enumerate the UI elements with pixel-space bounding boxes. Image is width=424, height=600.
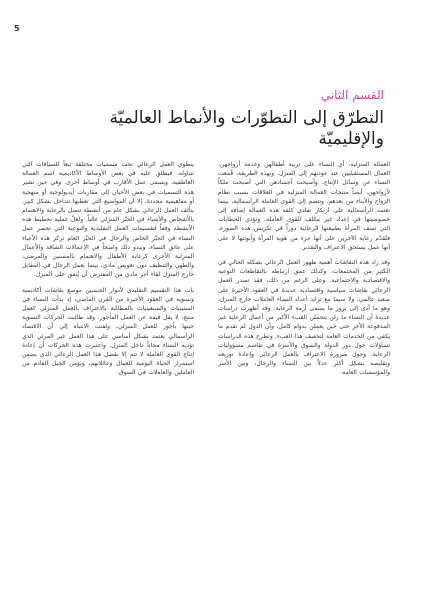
paragraph: بات هذا التقسيم التقليدي لأدوار الجنسين موضع نقاشات أكاديمية ونسوية في العقود الأخيرة من القرن الماضي، إذ بدأت النساء في الستينيات والسبعينيات بالمطالبة بالاعتراف بالعمل المنزلي كعمل منتج، لا يقل قيمة عن العمل المأجور. وقد طالبت الحركات النسوية حينها بأجور للعمل المنزلي، ولفتت الانتباه إلى أن الاقتصاد الرأسمالي يعتمد بشكل أساسي على هذا العمل غير المرئي الذي تؤديه النساء مجاناً داخل المنزل. واعتبرت هذه الحركات أن إعادة إنتاج القوى العاملة لا تتم إلا بفضل هذا العمل الرعائي الذي يضمن استمرار الحياة اليومية للعمال وعائلاتهم، ويؤمن الجيل القادم من العاملين والعاملات في السوق. <box>22 286 194 377</box>
paragraph: ينطوي العمل الرعائي تحت مسميات مختلفة تبعاً للسياقات التي تتناوله، فيطلق عليه في بعض الأوساط الأكاديمية اسم العمالة العاطفية، ويسمى عمل الأقارب في أوساط أخرى. وفي حين تشير هذه التسميات في بعض الأحيان إلى مقاربات أيديولوجية أو منهجية أو مفاهيمية محددة، إلا أن المواضيع التي تغطيها تتداخل بشكل كبير. يتألف العمل الرعائي بشكل عام من أنشطة تتصل بالرعاية والاهتمام بالأشخاص والأشياء في الحيّز المنزلي غالباً. ولعلّ عملية تخطيط هذه الأنشطة وفقاً لتقسيمات العمل التقليدية والنوعية التي تحصر عمل النساء في الحيّز الخاص والرجال في الحيّز العام تركز هذه الأعباء على عاتق النساء، ويبدو ذلك واضحاً في الإعمالات الشاقة والأعمال المنزلية الأخرى كرعاية الأطفال والاهتمام بالمسنين والمرضى، والطهي والتنظيف دون تعويض مادي، بينما يعمل الرجال في المقابل خارج المنزل لقاء أجر مادي من المفترض أن يُنفق على المنزل. <box>22 161 194 279</box>
right-column <box>22 160 194 580</box>
paragraph: وقد زاد هذه النقاشات أهمية ظهور العمل الرعائي بشكله الحالي في الكثير من المجتمعات، وكذلك عمق ارتباطه بالتقاطعات النوعية والاقتصادية والاجتماعية. وعلى الرغم من ذلك، فقد تصدر العمل الرعائي نقاشات سياسية واقتصادية عديدة في العقود الأخيرة على صعيد عالمي، ولا سيما مع تزايد أعداد النساء العاملات خارج المنزل، وهو ما أدى إلى بروز ما يسمى أزمة الرعاية. وقد أظهرت دراسات عديدة أن النساء ما زلن يتحملن العبء الأكبر من أعمال الرعاية غير المدفوعة الأجر حتى حين يعملن بدوام كامل، وأن الدول لم تقدم ما يكفي من الخدمات العامة لتخفيف هذا العبء. وتطرح هذه الدراسات تساؤلات حول دور الدولة والسوق والأسرة في تقاسم مسؤوليات الرعاية، وحول ضرورة الاعتراف بالعمل الرعائي وإعادة توزيعه وتقليصه بشكل أكثر عدلاً بين النساء والرجال، وبين الأسر والمؤسسات العامة. <box>218 259 390 377</box>
page-number: 5 <box>14 24 20 33</box>
left-column <box>218 160 390 580</box>
section-header <box>44 88 384 150</box>
text-columns <box>22 160 390 580</box>
section-label: القسم الثاني <box>320 88 384 102</box>
paragraph: العمالة المنزلية، أي النساء على تربية أطفالهن وخدمة أزواجهن، العمال المستقبليين عند عودتهم إلى المنزل. وبهذه الطريقة، قُمعت النساء عن وسائل الإنتاج، وأصبحت أجسادهن التي أصبحت ملكاً لأزواجهن، أيضاً منتجات العمالة المنزلية في العلاقات بسبب نظام الزواج والأبناء من بعدهم. وتنضم إلى القوى العاملة الرأسمالية، بينما تعتمد الرأسمالية على ارتكاز تفادي كلفة هذه العمالة إضافة إلى خصوصيتها في إعداد غير مكلف للقوى العاملة. وتؤدي الخطابات التي تصف المرأة بطبيعتها الرعائية دوراً في تكريس هذه الصورة، فتُقدّم رعاية الآخرين على أنها جزء من هوية المرأة وأنوثتها لا على أنها عمل يستحق الاعتراف والتقدير. <box>218 161 390 251</box>
page-title: التطرّق إلى التطوّرات والأنماط العالميّة والإقليميّة <box>109 108 384 149</box>
